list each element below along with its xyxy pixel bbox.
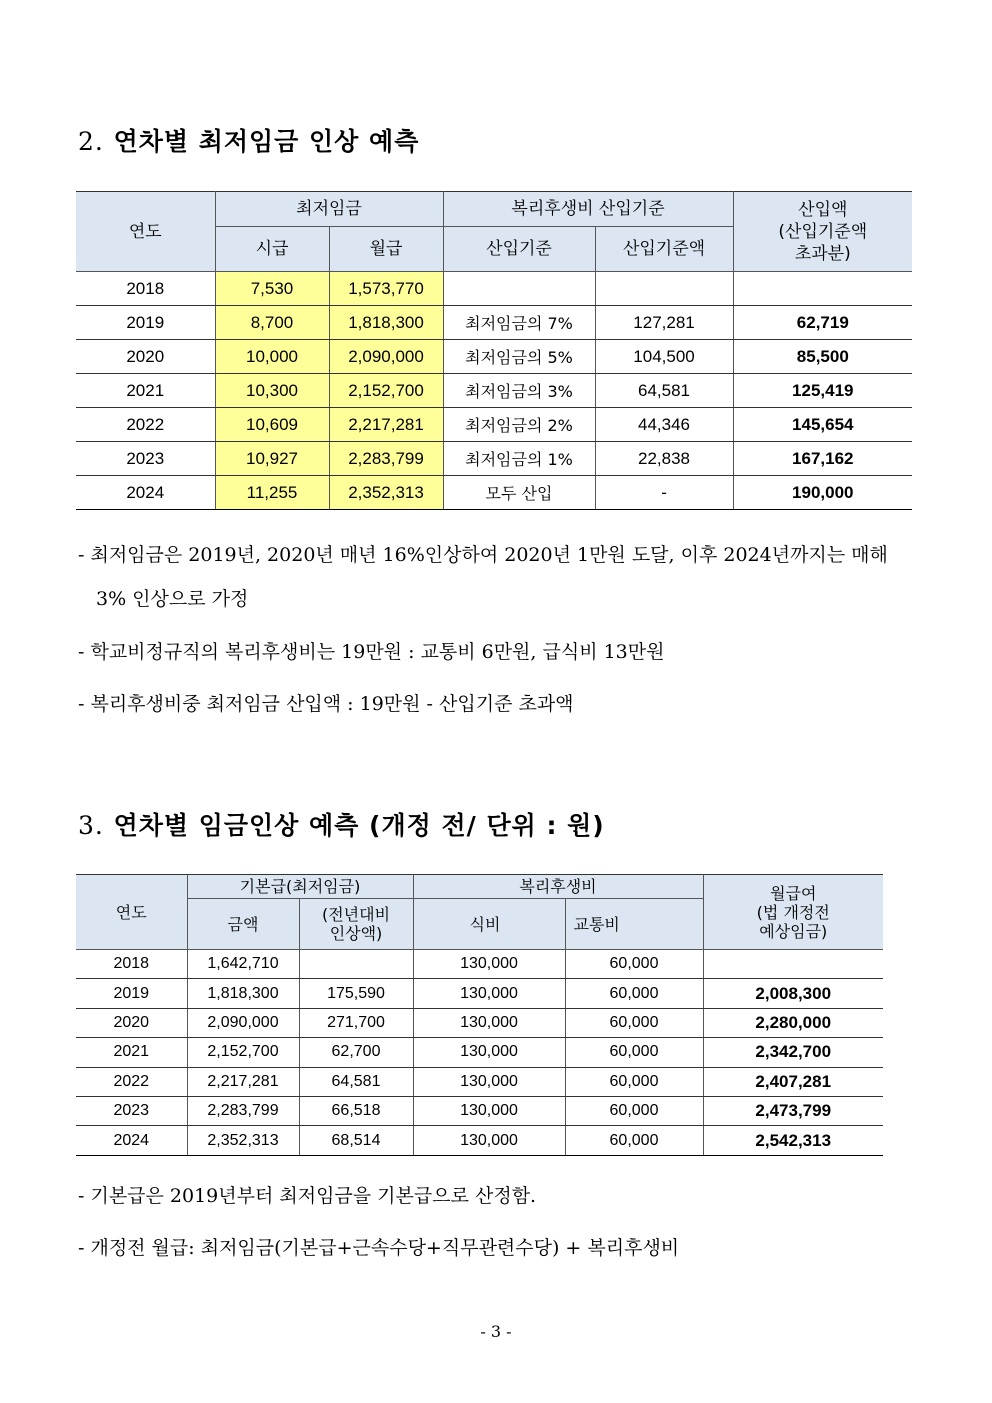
note-line: 3% 인상으로 가정 — [96, 588, 249, 610]
cell-increase: 64,581 — [299, 1067, 413, 1096]
cell-basis: 최저임금의 7% — [443, 306, 595, 340]
section-3-number: 3. — [78, 811, 104, 840]
header-min-wage: 최저임금 — [215, 192, 443, 227]
header-increase — [299, 899, 413, 950]
section-3-heading — [78, 806, 605, 842]
table-row — [76, 442, 912, 476]
cell-year: 2020 — [76, 340, 215, 374]
table-row — [76, 340, 912, 374]
cell-meal: 130,000 — [413, 1038, 565, 1067]
cell-transport: 60,000 — [565, 1067, 703, 1096]
cell-monthly: 2,217,281 — [329, 408, 443, 442]
cell-meal: 130,000 — [413, 1067, 565, 1096]
cell-increase: 62,700 — [299, 1038, 413, 1067]
table-row — [76, 1067, 883, 1096]
cell-basis: 최저임금의 2% — [443, 408, 595, 442]
header-inclusion-line3: 초과분) — [794, 243, 851, 264]
cell-basis-amount: - — [595, 476, 733, 510]
note-line: - 최저임금은 2019년, 2020년 매년 16%인상하여 2020년 1만원 도달, 이후 2024년까지는 매해 — [78, 544, 888, 566]
cell-meal: 130,000 — [413, 1008, 565, 1037]
header-basis: 산입기준 — [443, 227, 595, 272]
header-base-pay: 기본급(최저임금) — [187, 875, 413, 899]
header-hourly: 시급 — [215, 227, 329, 272]
table-row — [76, 950, 883, 979]
cell-monthly: 2,280,000 — [703, 1008, 883, 1037]
cell-transport: 60,000 — [565, 950, 703, 979]
header-monthly: 월급 — [329, 227, 443, 272]
header-meal: 식비 — [413, 899, 565, 950]
table-row — [76, 1038, 883, 1067]
table-row — [76, 408, 912, 442]
cell-monthly: 1,573,770 — [329, 272, 443, 306]
cell-amount: 1,642,710 — [187, 950, 299, 979]
cell-inclusion: 145,654 — [733, 408, 912, 442]
wage-increase-forecast-table — [76, 874, 883, 1156]
section-2-heading — [78, 122, 419, 158]
cell-monthly: 2,008,300 — [703, 979, 883, 1008]
cell-inclusion: 125,419 — [733, 374, 912, 408]
note-base-pay: - 기본급은 2019년부터 최저임금을 기본급으로 산정함. — [78, 1185, 537, 1207]
cell-year: 2019 — [76, 306, 215, 340]
header-year: 연도 — [76, 192, 215, 272]
section-3-title: 연차별 임금인상 예측 (개정 전/ 단위 : 원) — [113, 811, 605, 840]
header-basis-amount: 산입기준액 — [595, 227, 733, 272]
cell-year: 2024 — [76, 476, 215, 510]
header-monthly-salary — [703, 875, 883, 950]
cell-basis: 최저임금의 1% — [443, 442, 595, 476]
header-amount: 금액 — [187, 899, 299, 950]
cell-hourly: 10,927 — [215, 442, 329, 476]
note-monthly-formula: - 개정전 월급: 최저임금(기본급+근속수당+직무관련수당) + 복리후생비 — [78, 1237, 680, 1259]
table-row — [76, 374, 912, 408]
table-row — [76, 306, 912, 340]
cell-basis-amount: 104,500 — [595, 340, 733, 374]
cell-increase: 175,590 — [299, 979, 413, 1008]
cell-inclusion: 62,719 — [733, 306, 912, 340]
cell-monthly: 2,407,281 — [703, 1067, 883, 1096]
table-row — [76, 1096, 883, 1125]
cell-year: 2021 — [76, 1038, 187, 1067]
cell-year: 2018 — [76, 950, 187, 979]
cell-amount: 2,283,799 — [187, 1096, 299, 1125]
cell-basis-amount: 22,838 — [595, 442, 733, 476]
cell-basis — [443, 272, 595, 306]
note-min-wage-assumption — [78, 540, 918, 614]
cell-hourly: 8,700 — [215, 306, 329, 340]
cell-year: 2022 — [76, 1067, 187, 1096]
cell-hourly: 10,000 — [215, 340, 329, 374]
cell-year: 2023 — [76, 442, 215, 476]
cell-amount: 2,217,281 — [187, 1067, 299, 1096]
header-inclusion-line1: 산입액 — [798, 199, 848, 220]
cell-year: 2018 — [76, 272, 215, 306]
table-row — [76, 979, 883, 1008]
cell-increase: 68,514 — [299, 1126, 413, 1155]
cell-increase — [299, 950, 413, 979]
table-row — [76, 1126, 883, 1155]
cell-increase: 66,518 — [299, 1096, 413, 1125]
header-monthly-line2: (법 개정전 — [756, 902, 830, 922]
cell-meal: 130,000 — [413, 1126, 565, 1155]
table-row — [76, 272, 912, 306]
cell-year: 2024 — [76, 1126, 187, 1155]
cell-year: 2021 — [76, 374, 215, 408]
header-transport: 교통비 — [565, 899, 703, 950]
page-number: - 3 - — [480, 1322, 512, 1341]
cell-transport: 60,000 — [565, 979, 703, 1008]
cell-monthly: 1,818,300 — [329, 306, 443, 340]
cell-basis-amount — [595, 272, 733, 306]
cell-basis: 최저임금의 3% — [443, 374, 595, 408]
header-increase-line1: (전년대비 — [321, 905, 391, 924]
cell-hourly: 11,255 — [215, 476, 329, 510]
cell-basis-amount: 44,346 — [595, 408, 733, 442]
min-wage-forecast-table — [76, 191, 912, 510]
cell-year: 2020 — [76, 1008, 187, 1037]
header-year: 연도 — [76, 875, 187, 950]
cell-transport: 60,000 — [565, 1126, 703, 1155]
header-increase-line2: 인상액) — [329, 924, 383, 943]
table-row — [76, 476, 912, 510]
header-inclusion-amount — [733, 192, 912, 272]
cell-basis: 최저임금의 5% — [443, 340, 595, 374]
cell-inclusion: 190,000 — [733, 476, 912, 510]
cell-monthly: 2,152,700 — [329, 374, 443, 408]
cell-inclusion: 85,500 — [733, 340, 912, 374]
cell-year: 2019 — [76, 979, 187, 1008]
header-welfare-basis: 복리후생비 산입기준 — [443, 192, 733, 227]
cell-hourly: 10,300 — [215, 374, 329, 408]
cell-meal: 130,000 — [413, 1096, 565, 1125]
note-welfare-composition: - 학교비정규직의 복리후생비는 19만원 : 교통비 6만원, 급식비 13만원 — [78, 641, 665, 663]
header-monthly-line3: 예상임금) — [759, 921, 828, 941]
cell-transport: 60,000 — [565, 1008, 703, 1037]
cell-monthly — [703, 950, 883, 979]
cell-meal: 130,000 — [413, 979, 565, 1008]
header-welfare: 복리후생비 — [413, 875, 703, 899]
cell-amount: 2,090,000 — [187, 1008, 299, 1037]
cell-monthly: 2,473,799 — [703, 1096, 883, 1125]
cell-inclusion: 167,162 — [733, 442, 912, 476]
cell-monthly: 2,283,799 — [329, 442, 443, 476]
cell-hourly: 7,530 — [215, 272, 329, 306]
header-inclusion-line2: (산입기준액 — [778, 221, 868, 242]
cell-year: 2023 — [76, 1096, 187, 1125]
cell-basis: 모두 산입 — [443, 476, 595, 510]
cell-transport: 60,000 — [565, 1096, 703, 1125]
cell-monthly: 2,542,313 — [703, 1126, 883, 1155]
cell-basis-amount: 127,281 — [595, 306, 733, 340]
cell-transport: 60,000 — [565, 1038, 703, 1067]
cell-amount: 1,818,300 — [187, 979, 299, 1008]
cell-year: 2022 — [76, 408, 215, 442]
cell-increase: 271,700 — [299, 1008, 413, 1037]
note-inclusion-formula: - 복리후생비중 최저임금 산입액 : 19만원 - 산입기준 초과액 — [78, 693, 574, 715]
cell-basis-amount: 64,581 — [595, 374, 733, 408]
header-monthly-line1: 월급여 — [770, 883, 817, 903]
cell-meal: 130,000 — [413, 950, 565, 979]
cell-monthly: 2,342,700 — [703, 1038, 883, 1067]
cell-monthly: 2,352,313 — [329, 476, 443, 510]
cell-hourly: 10,609 — [215, 408, 329, 442]
section-2-number: 2. — [78, 127, 104, 156]
section-2-title: 연차별 최저임금 인상 예측 — [113, 127, 420, 156]
cell-amount: 2,352,313 — [187, 1126, 299, 1155]
table-row — [76, 1008, 883, 1037]
cell-inclusion — [733, 272, 912, 306]
cell-amount: 2,152,700 — [187, 1038, 299, 1067]
cell-monthly: 2,090,000 — [329, 340, 443, 374]
